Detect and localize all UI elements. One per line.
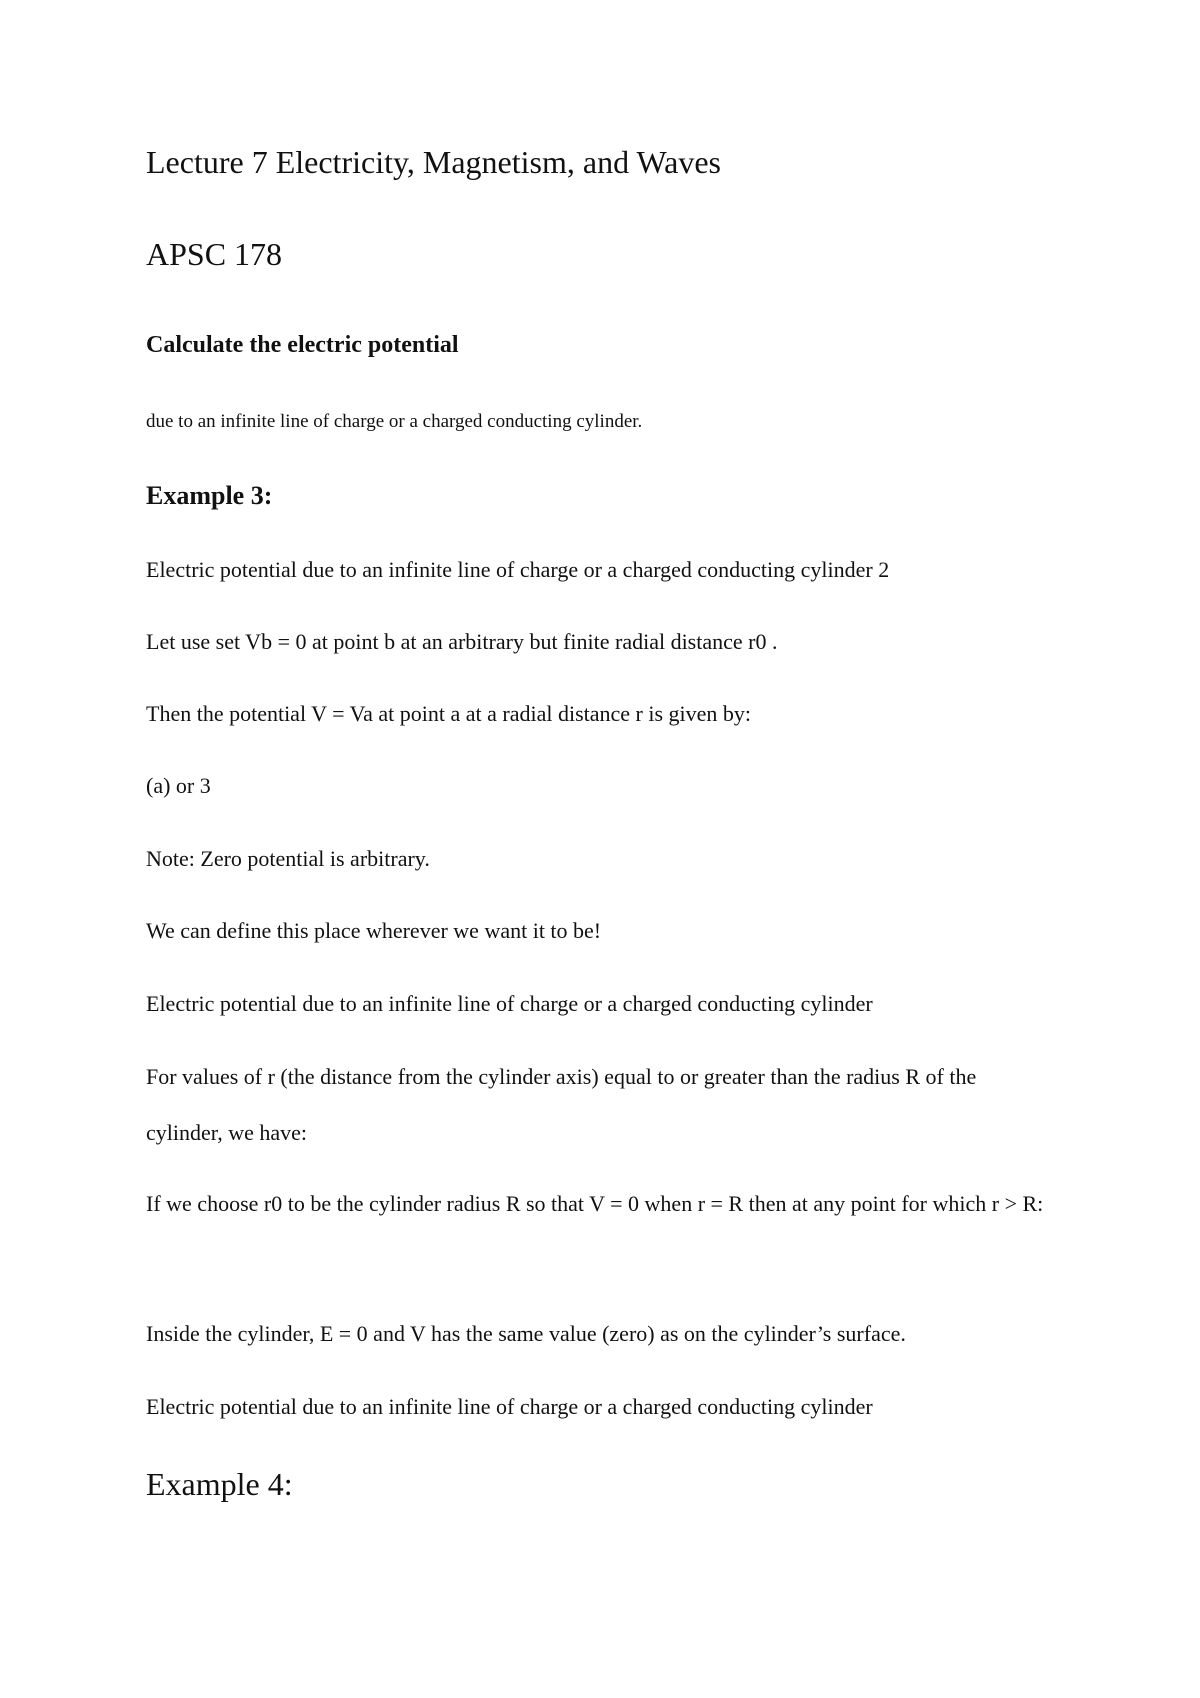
paragraph: We can define this place wherever we want it to be! <box>146 918 602 943</box>
example-4-heading: Example 4: <box>146 1466 293 1502</box>
paragraph: Electric potential due to an infinite line of charge or a charged conducting cylinder <box>146 991 873 1016</box>
example-3-heading: Example 3: <box>146 481 273 510</box>
section-heading: Calculate the electric potential <box>146 332 459 358</box>
paragraph: Let use set Vb = 0 at point b at an arbitrary but finite radial distance r0 . <box>146 629 778 654</box>
paragraph: Note: Zero potential is arbitrary. <box>146 846 430 871</box>
paragraph: Electric potential due to an infinite line of charge or a charged conducting cylinder 2 <box>146 557 890 582</box>
section-subtitle: due to an infinite line of charge or a charged conducting cylinder. <box>146 411 643 432</box>
paragraph: Then the potential V = Va at point a at a radial distance r is given by: <box>146 701 752 726</box>
paragraph: Inside the cylinder, E = 0 and V has the same value (zero) as on the cylinder’s surface. <box>146 1321 906 1346</box>
document-title: Lecture 7 Electricity, Magnetism, and Waves <box>146 144 721 180</box>
paragraph: If we choose r0 to be the cylinder radius R so that V = 0 when r = R then at any point for which r > R: <box>146 1191 1044 1216</box>
paragraph: (a) or 3 <box>146 773 211 798</box>
paragraph: Electric potential due to an infinite line of charge or a charged conducting cylinder <box>146 1394 873 1419</box>
course-code: APSC 178 <box>146 236 283 272</box>
paragraph: For values of r (the distance from the cylinder axis) equal to or greater than the radius R of the cylinder, we have: <box>146 1064 977 1145</box>
